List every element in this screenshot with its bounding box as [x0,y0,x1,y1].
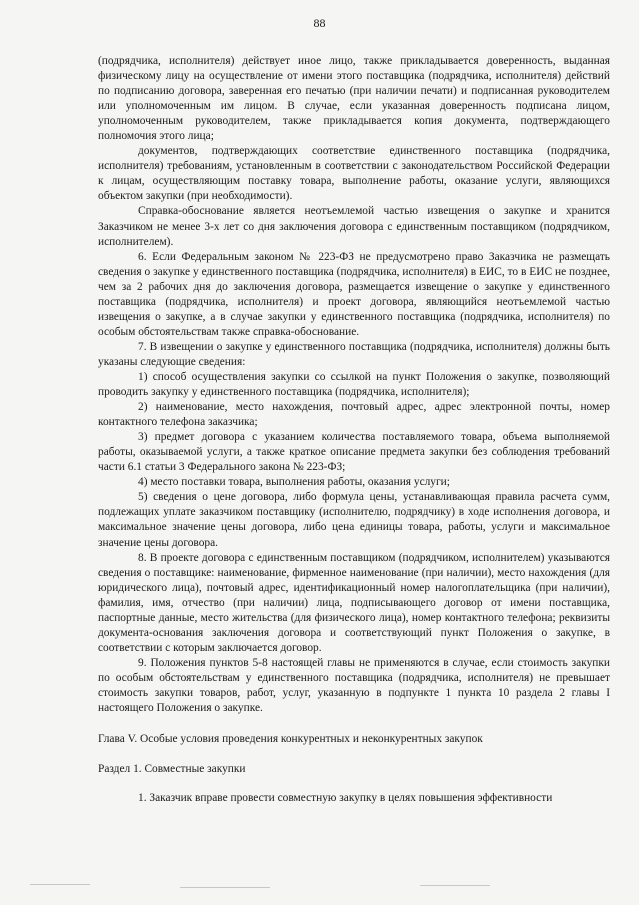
paragraph-joint-procurement: 1. Заказчик вправе провести совместную закупку в целях повышения эффективности [138,792,553,805]
paragraph-item-7: 7. В извещении о закупке у единственного поставщика (подрядчика, исполнителя) должны быть указаны следующие сведения: [98,340,610,368]
paragraph-subitem-2: 2) наименование, место нахождения, почтовый адрес, адрес электронной почты, номер контактного телефона заказчика; [98,401,610,429]
section-title: Раздел 1. Совместные закупки [98,763,246,776]
document-body [98,54,610,806]
chapter-title: Глава V. Особые условия проведения конкурентных и неконкурентных закупок [98,733,483,746]
paragraph-subitem-3: 3) предмет договора с указанием количества поставляемого товара, объема выполняемой работы, оказываемой услуги, а также краткое описание предмета закупки без соблюдения требований части 6.1 статьи 3 Федерального закона № 223-ФЗ; [98,431,610,474]
paragraph-subitem-4: 4) место поставки товара, выполнения работы, оказания услуги; [138,476,450,489]
scan-speck [420,885,490,886]
scan-speck [30,884,90,885]
paragraph-subitem-5: 5) сведения о цене договора, либо формула цены, устанавливающая правила расчета сумм, подлежащих уплате заказчиком поставщику (исполнителю, подрядчику) в ходе исполнения договора, и максимальное значение цены договора, либо цена единицы товара, работы, услуги и максимальное значение цены договора. [98,491,610,549]
paragraph-justification-note: Справка-обоснование является неотъемлемой частью извещения о закупке и хранится Заказчиком не менее 3-х лет со дня заключения договора с единственным поставщиком (подрядчиком, исполнителем). [98,205,610,248]
page-number: 88 [313,16,326,30]
paragraph-item-8: 8. В проекте договора с единственным поставщиком (подрядчиком, исполнителем) указываются сведения о поставщике: наименование, фирменное наименование (при наличии), место нахождения (для юридического лица), почтовый адрес, идентификационный номер налогоплательщика (при наличии), фамилия, имя, отчество (при наличии) лица, подписывающего договор от имени поставщика, паспортные данные, место жительства (для физического лица), номер контактного телефона; реквизиты документа-основания заключения договора и соответствующий пункт Положения о закупке, в соответствии с которым заключается договор. [98,551,610,654]
paragraph-item-9: 9. Положения пунктов 5-8 настоящей главы не применяются в случае, если стоимость закупки по особым обстоятельствам у единственного поставщика (подрядчика, исполнителя) не превышает стоимость закупки товаров, работ, услуг, указанную в подпункте 1 пункта 10 раздела 2 главы I настоящего Положения о закупке. [98,656,610,715]
scan-speck [180,887,270,888]
paragraph-item-6: 6. Если Федеральным законом № 223-ФЗ не предусмотрено право Заказчика не размещать сведения о закупке у единственного поставщика (подрядчика, исполнителя) в ЕИС, то в ЕИС не позднее, чем за 2 рабочих дня до заключения договора, размещается извещение о закупке у единственного поставщика (подрядчика, исполнителя) и проект договора, являющийся неотъемлемой частью извещения о закупке, а в случае закупки у единственного поставщика (подрядчика, исполнителя) по особым обстоятельствам также справка-обоснование. [98,250,610,338]
paragraph-power-of-attorney: (подрядчика, исполнителя) действует иное лицо, также прикладывается доверенность, выданная физическому лицу на осуществление от имени этого поставщика (подрядчика, исполнителя) действий по подписанию договора, заверенная его печатью (при наличии печати) и подписанная руководителем или уполномоченным им лицом. В случае, если указанная доверенность подписана лицом, уполномоченным руководителем, также прикладывается копия документа, подтверждающего полномочия этого лица; [98,55,610,143]
paragraph-compliance-documents: документов, подтверждающих соответствие единственного поставщика (подрядчика, исполнителя) требованиям, установленным в соответствии с законодательством Российской Федерации к лицам, осуществляющим поставку товара, выполнение работы, оказание услуги, являющихся объектом закупки (при необходимости). [98,145,610,203]
paragraph-subitem-1: 1) способ осуществления закупки со ссылкой на пункт Положения о закупке, позволяющий проводить закупку у единственного поставщика (подрядчика, исполнителя); [98,370,610,399]
